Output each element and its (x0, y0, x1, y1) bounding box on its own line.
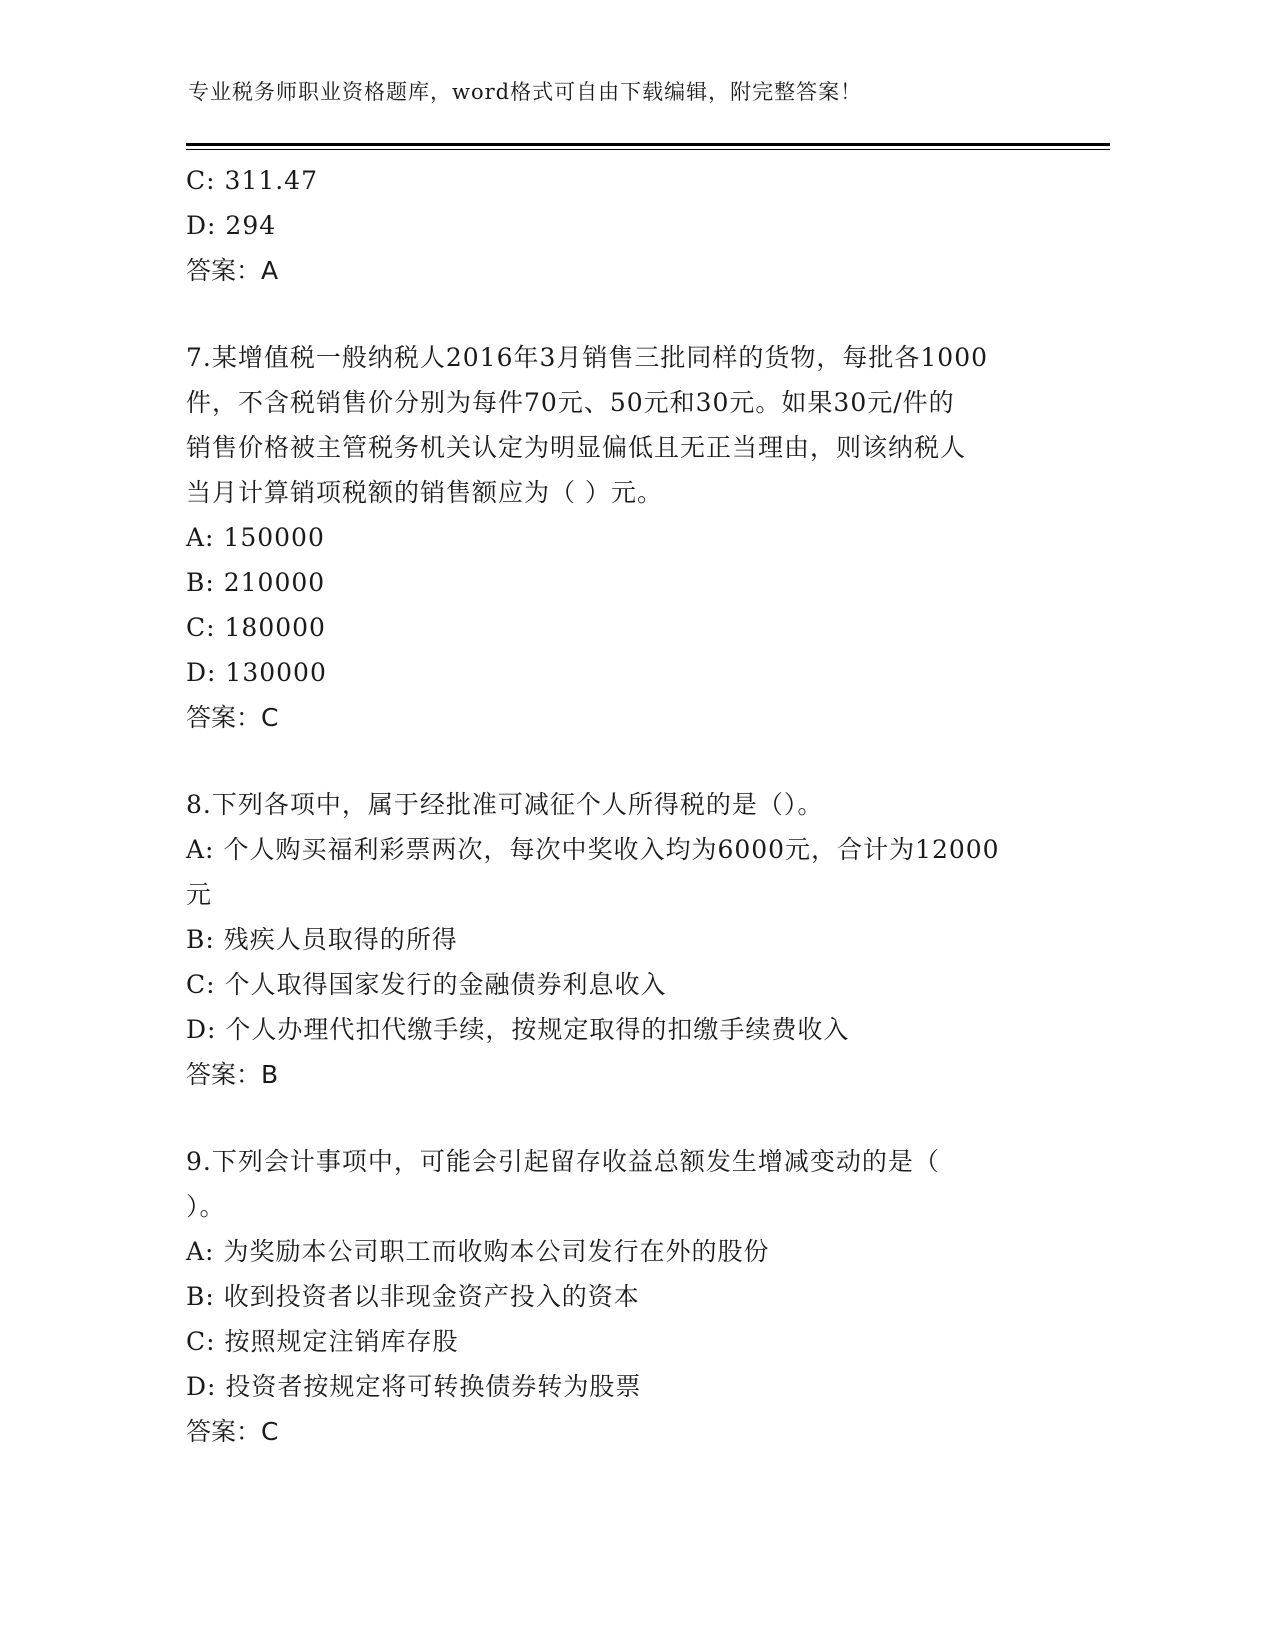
question-7 (186, 335, 1086, 740)
option-b: B: 收到投资者以非现金资产投入的资本 (186, 1282, 640, 1311)
question-9 (186, 1139, 1086, 1454)
option-d: D: 130000 (186, 658, 327, 687)
option-c: C: 按照规定注销库存股 (186, 1327, 459, 1356)
option-a: A: 为奖励本公司职工而收购本公司发行在外的股份 (186, 1237, 770, 1266)
option-c: C: 180000 (186, 613, 326, 642)
question-stem-line: 8.下列各项中，属于经批准可减征个人所得税的是（）。 (186, 790, 824, 819)
question-stem-line: 当月计算销项税额的销售额应为（ ）元。 (186, 478, 663, 507)
question-stem-line: 7.某增值税一般纳税人2016年3月销售三批同样的货物，每批各1000 (186, 343, 989, 372)
option-a: A: 150000 (186, 523, 325, 552)
header-rule-thin (186, 149, 1110, 150)
answer-line: 答案：C (186, 703, 279, 732)
option-a-continued: 元 (186, 880, 213, 909)
header-rule-thick (186, 143, 1110, 146)
answer-line: 答案：B (186, 1060, 279, 1089)
option-c: C: 311.47 (186, 166, 318, 195)
question-stem-line: 销售价格被主管税务机关认定为明显偏低且无正当理由，则该纳税人 (186, 433, 967, 462)
option-d: D: 294 (186, 211, 277, 240)
option-d: D: 投资者按规定将可转换债券转为股票 (186, 1372, 642, 1401)
answer-line: 答案：A (186, 256, 279, 285)
question-stem-line: ）。 (186, 1192, 226, 1221)
page-header: 专业税务师职业资格题库，word格式可自由下载编辑，附完整答案！ (188, 80, 863, 104)
option-a: A: 个人购买福利彩票两次，每次中奖收入均为6000元，合计为12000 (186, 835, 1000, 864)
document-body (186, 158, 1086, 1454)
option-d: D: 个人办理代扣代缴手续，按规定取得的扣缴手续费收入 (186, 1015, 850, 1044)
option-c: C: 个人取得国家发行的金融债券利息收入 (186, 970, 667, 999)
question-stem-line: 件，不含税销售价分别为每件70元、50元和30元。如果30元/件的 (186, 388, 955, 417)
question-8 (186, 782, 1086, 1097)
option-b: B: 210000 (186, 568, 326, 597)
answer-line: 答案：C (186, 1417, 279, 1446)
option-b: B: 残疾人员取得的所得 (186, 925, 458, 954)
question-stem-line: 9.下列会计事项中，可能会引起留存收益总额发生增减变动的是（ (186, 1147, 940, 1176)
previous-question (186, 158, 1086, 293)
